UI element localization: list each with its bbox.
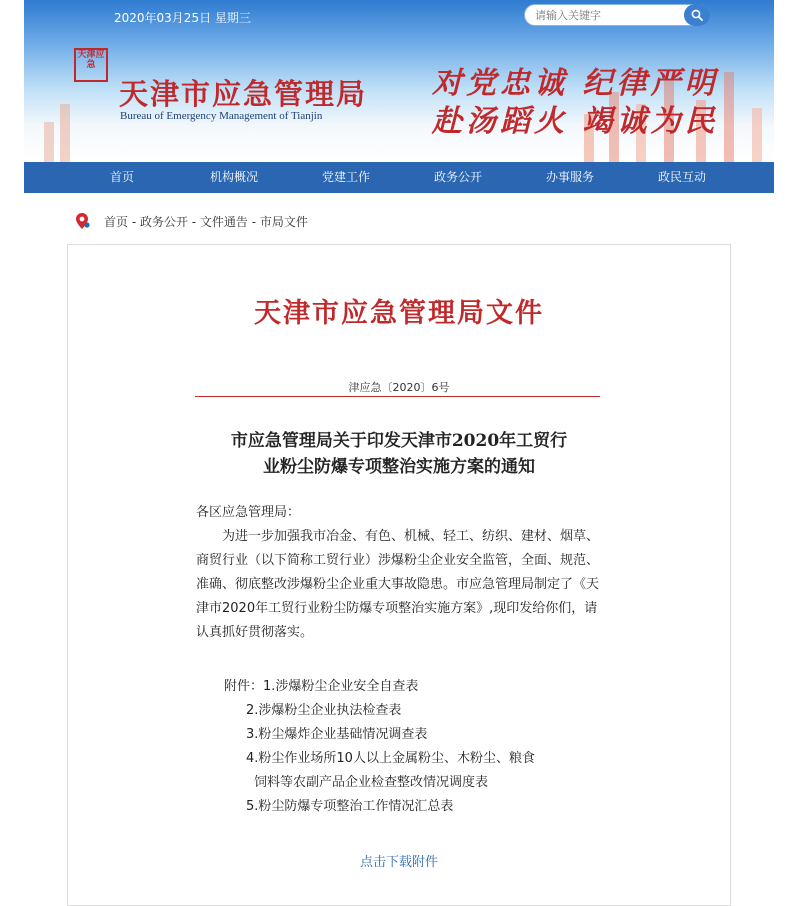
notice-title-line-1: 市应急管理局关于印发天津市2020年工贸行 bbox=[230, 431, 568, 451]
notice-title bbox=[68, 428, 730, 480]
header-date: 2020年03月25日 星期三 bbox=[114, 11, 251, 25]
red-divider bbox=[195, 396, 600, 397]
attachment-item-2: 2.涉爆粉尘企业执法检查表 bbox=[246, 703, 402, 718]
salutation: 各区应急管理局： bbox=[196, 505, 301, 520]
attachment-item-3: 3.粉尘爆炸企业基础情况调查表 bbox=[246, 727, 428, 742]
nav-item-government-affairs[interactable]: 政务公开 bbox=[433, 170, 482, 184]
document-number: 津应急〔2020〕6号 bbox=[348, 381, 450, 394]
nav-item-home[interactable]: 首页 bbox=[109, 170, 134, 184]
skyline-decoration bbox=[44, 122, 54, 162]
breadcrumb bbox=[74, 212, 308, 230]
nav-item-interaction[interactable]: 政民互动 bbox=[657, 170, 706, 184]
skyline-decoration bbox=[724, 72, 734, 162]
slogan-line-2: 赴汤蹈火 竭诚为民 bbox=[432, 104, 719, 139]
breadcrumb-text[interactable]: 首页 - 政务公开 - 文件通告 - 市局文件 bbox=[104, 214, 308, 229]
location-pin-icon bbox=[74, 212, 90, 230]
skyline-decoration bbox=[60, 104, 70, 162]
notice-title-line-2: 业粉尘防爆专项整治实施方案的通知 bbox=[263, 457, 535, 477]
site-subtitle: Bureau of Emergency Management of Tianjin bbox=[120, 110, 323, 122]
attachment-item-1: 附件：1.涉爆粉尘企业安全自查表 bbox=[224, 679, 419, 694]
nav-item-organization[interactable]: 机构概况 bbox=[209, 170, 258, 184]
attachment-item-4-cont: 饲料等农副产品企业检查整改情况调度表 bbox=[254, 775, 489, 790]
attachment-label: 附件： bbox=[224, 679, 264, 694]
search-icon bbox=[691, 9, 703, 21]
attachment-list bbox=[196, 675, 535, 819]
site-title: 天津市应急管理局 bbox=[119, 77, 368, 111]
document-panel bbox=[67, 244, 731, 906]
search-input[interactable] bbox=[533, 6, 677, 25]
logo-seal: 天津应急 bbox=[74, 48, 108, 82]
nav-item-party-building[interactable]: 党建工作 bbox=[321, 170, 370, 184]
slogan-line-1: 对党忠诚 纪律严明 bbox=[432, 66, 719, 101]
attachment-item-4: 4.粉尘作业场所10人以上金属粉尘、木粉尘、粮食 bbox=[246, 751, 535, 766]
download-attachment-link[interactable]: 点击下载附件 bbox=[359, 855, 438, 870]
nav-item-services[interactable]: 办事服务 bbox=[545, 170, 594, 184]
search-box[interactable] bbox=[524, 4, 710, 26]
skyline-decoration bbox=[752, 108, 762, 162]
main-nav bbox=[24, 162, 774, 193]
document-title: 天津市应急管理局文件 bbox=[254, 298, 544, 329]
search-button[interactable] bbox=[684, 4, 710, 26]
body-paragraph: 为进一步加强我市冶金、有色、机械、轻工、纺织、建材、烟草、商贸行业（以下简称工贸行业）涉爆粉尘企业安全监管，全面、规范、准确、彻底整改涉爆粉尘企业重大事故隐患。市应急管理局制定了《天津市2020年工贸行业粉尘防爆专项整治实施方案》,现印发给你们，请认真抓好贯彻落实。 bbox=[196, 529, 600, 640]
attachment-item-5: 5.粉尘防爆专项整治工作情况汇总表 bbox=[246, 799, 454, 814]
document-body bbox=[196, 501, 606, 645]
header-banner bbox=[24, 0, 774, 162]
